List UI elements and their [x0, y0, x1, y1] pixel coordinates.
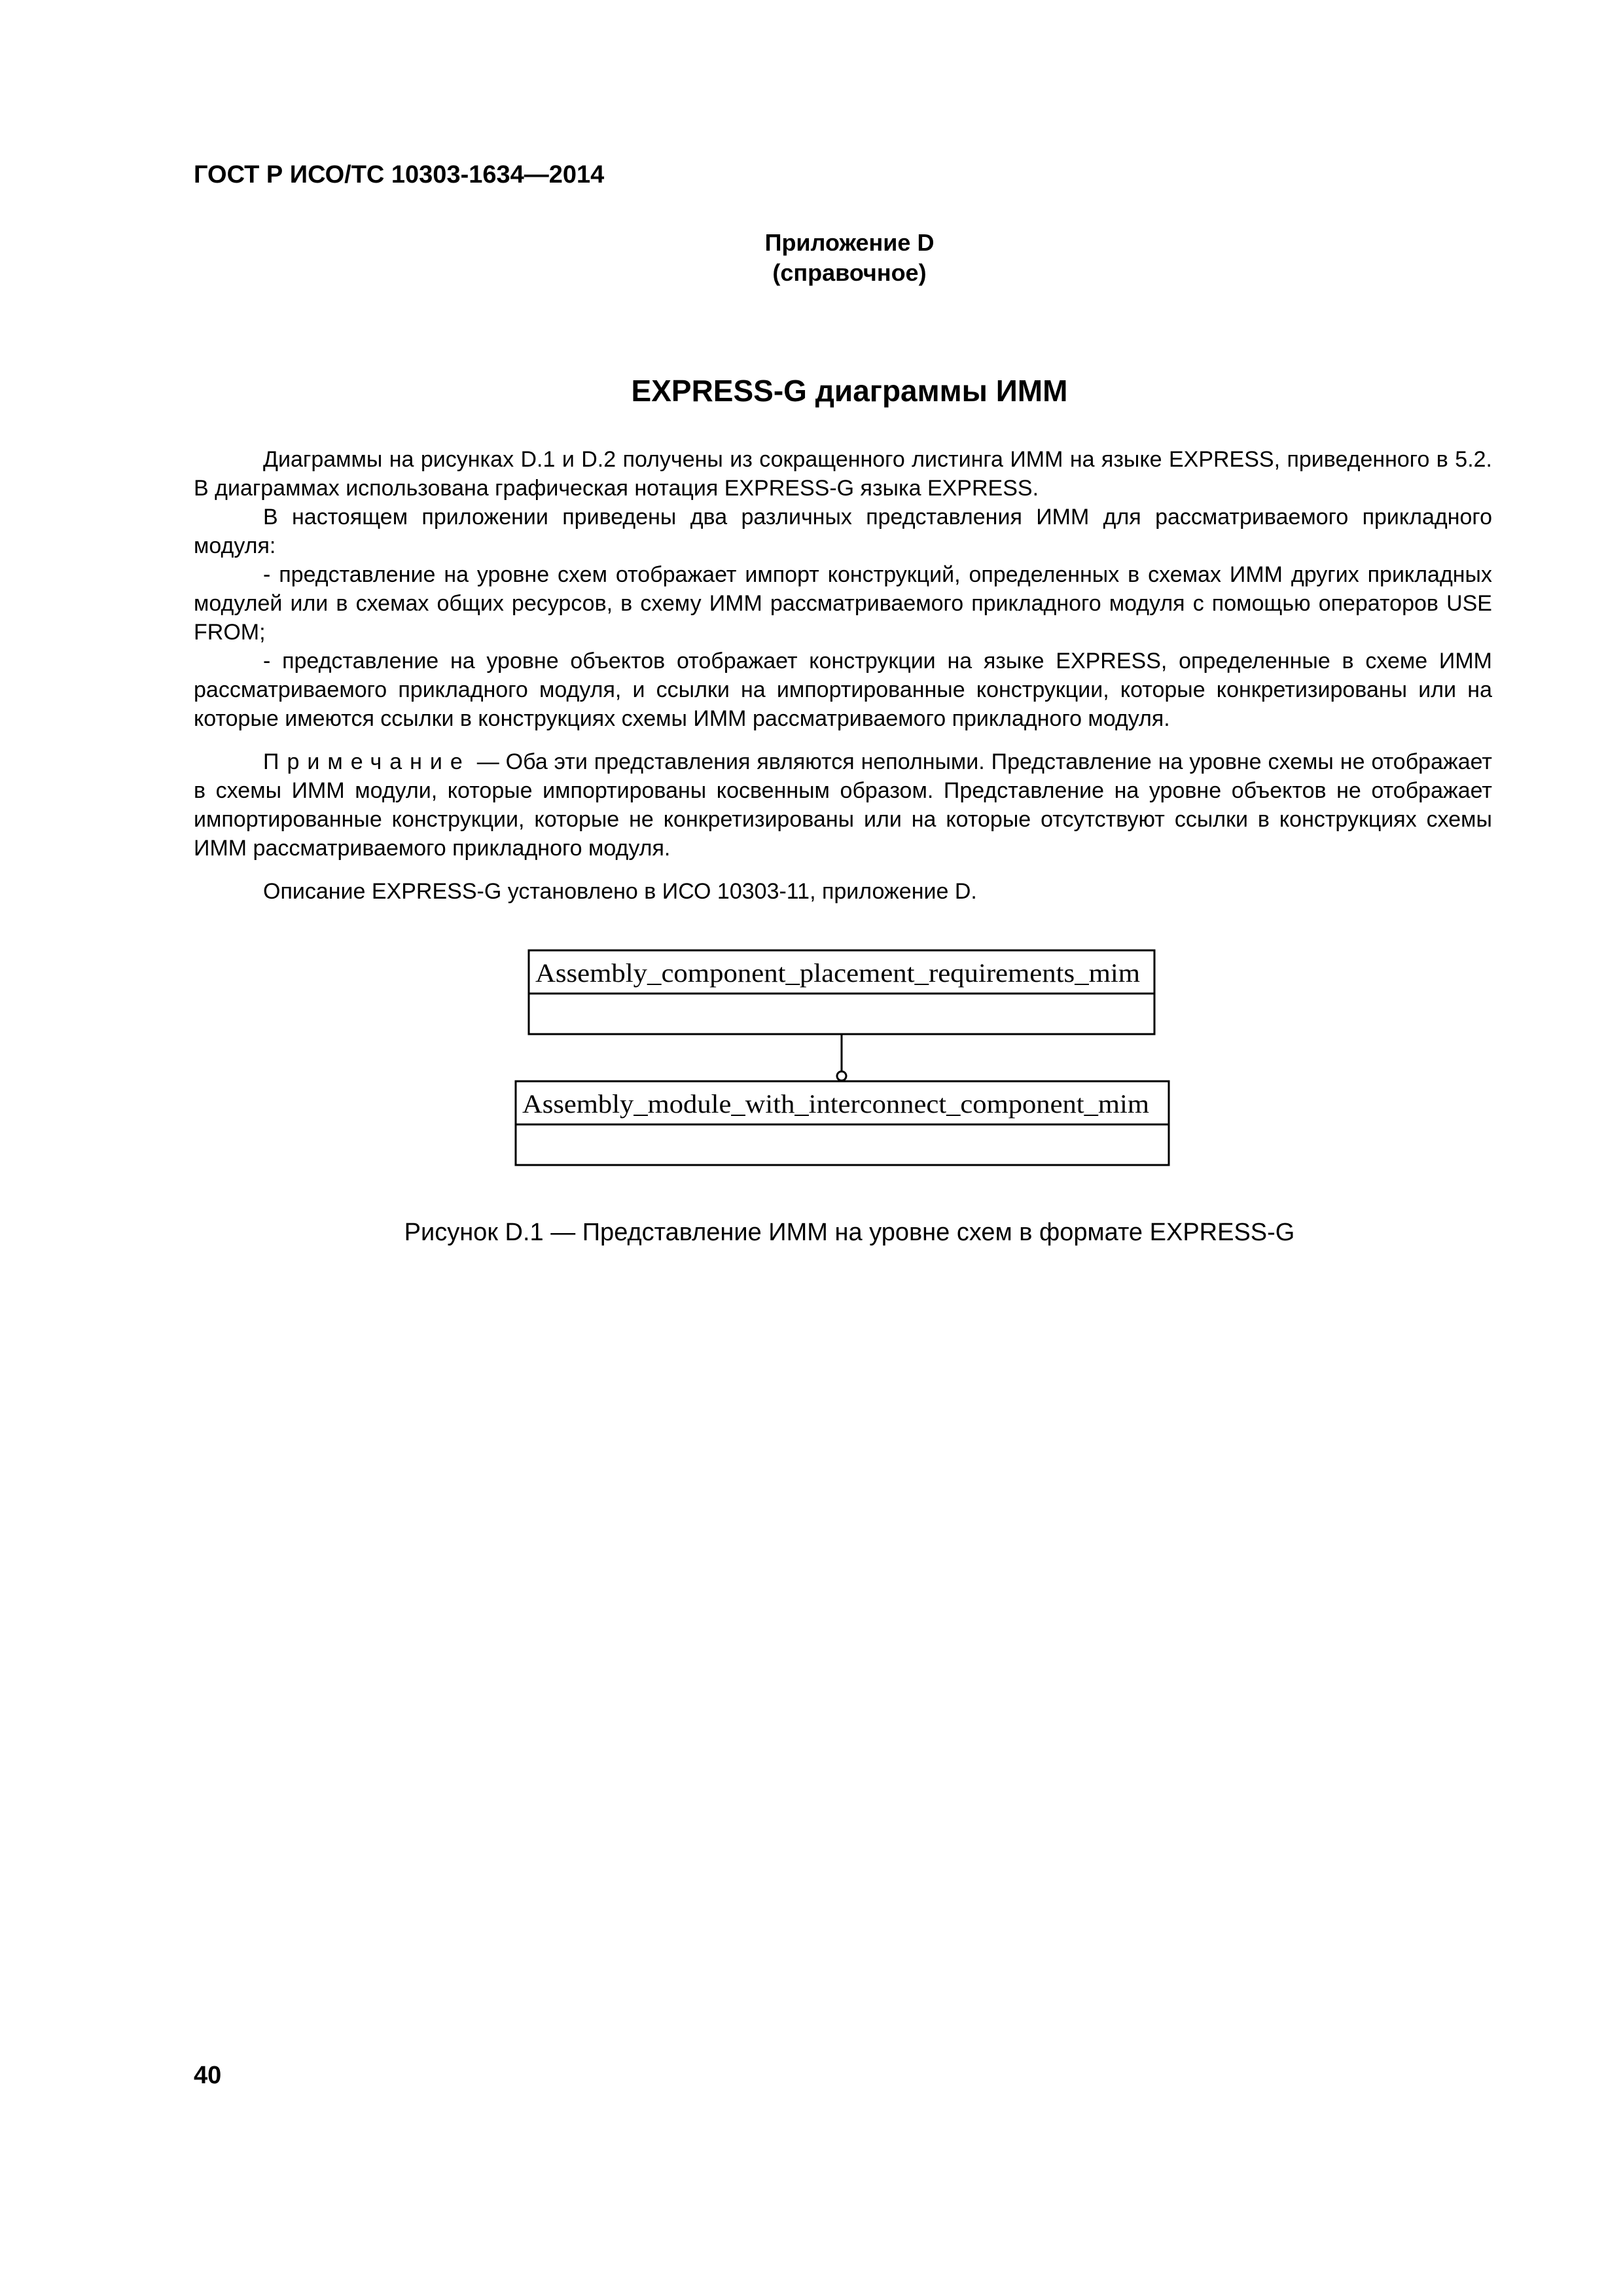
connector-end-circle [837, 1071, 846, 1081]
annex-status: (справочное) [772, 259, 927, 286]
paragraph-reference: Описание EXPRESS-G установлено в ИСО 10303-11, приложение D. [263, 879, 977, 904]
paragraph-views: В настоящем приложении приведены два различных представления ИММ для рассматриваемого прикладного модуля: [194, 505, 1492, 558]
annex-heading [0, 228, 1623, 288]
note-paragraph [194, 747, 1492, 863]
schema-box-bottom [516, 1081, 1169, 1165]
schema-box-top-frame [529, 950, 1154, 1034]
schema-box-top [529, 950, 1154, 1034]
schema-box-bottom-frame [516, 1081, 1169, 1165]
body-text [194, 445, 1492, 906]
section-title: EXPRESS-G диаграммы ИММ [631, 374, 1068, 408]
paragraph-intro: Диаграммы на рисунках D.1 и D.2 получены из сокращенного листинга ИММ на языке EXPRESS, приведенного в 5.2. В диаграммах использована графическая нотация EXPRESS-G языка EXPRESS. [194, 447, 1492, 501]
annex-title: Приложение D [764, 229, 935, 256]
note-label: Примечание [263, 749, 471, 774]
document-header: ГОСТ Р ИСО/ТС 10303-1634—2014 [194, 161, 605, 188]
figure-caption: Рисунок D.1 — Представление ИММ на уровне схем в формате EXPRESS-G [404, 1219, 1295, 1246]
paragraph-schema-level: - представление на уровне схем отображает импорт конструкций, определенных в схемах ИММ других прикладных модулей или в схемах общих ресурсов, в схему ИММ рассматриваемого прикладного модуля с помощью операторов USE FROM; [194, 562, 1492, 645]
paragraph-object-level: - представление на уровне объектов отображает конструкции на языке EXPRESS, определенные в схеме ИММ рассматриваемого прикладного модуля, и ссылки на импортированные конструкции, которые конкретизированы или на которые имеются ссылки в конструкциях схемы ИММ рассматриваемого прикладного модуля. [194, 649, 1492, 731]
schema-top-label: Assembly_component_placement_requirements_mim [535, 958, 1140, 988]
page-number: 40 [194, 2062, 222, 2089]
schema-bottom-label: Assembly_module_with_interconnect_component_mim [522, 1089, 1149, 1119]
note-text: — Оба эти представления являются неполными. Представление на уровне схемы не отображает в схемы ИММ модули, которые импортированы косвенным образом. Представление на уровне объектов не отображает импортированные конструкции, которые не конкретизированы или на которые отсутствуют ссылки в конструкциях схемы ИММ рассматриваемого прикладного модуля. [194, 749, 1492, 861]
